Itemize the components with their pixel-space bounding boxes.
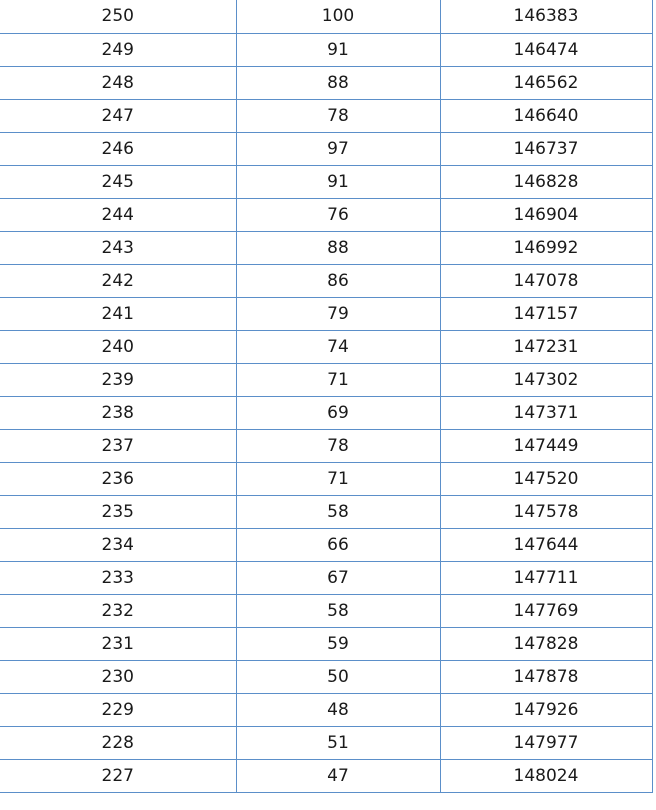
count-cell: 69 (236, 396, 440, 429)
count-cell: 78 (236, 429, 440, 462)
count-cell: 51 (236, 726, 440, 759)
cumulative-count-cell: 147644 (440, 528, 652, 561)
table-row (0, 198, 652, 231)
table-row (0, 726, 652, 759)
table-row (0, 66, 652, 99)
table-row (0, 363, 652, 396)
count-cell: 71 (236, 462, 440, 495)
count-cell: 47 (236, 759, 440, 792)
count-cell: 78 (236, 99, 440, 132)
count-cell: 91 (236, 165, 440, 198)
score-cell: 242 (0, 264, 236, 297)
cumulative-count-cell: 147926 (440, 693, 652, 726)
cumulative-count-cell: 147977 (440, 726, 652, 759)
table-row (0, 231, 652, 264)
score-cell: 247 (0, 99, 236, 132)
cumulative-count-cell: 147828 (440, 627, 652, 660)
score-cell: 244 (0, 198, 236, 231)
cumulative-count-cell: 147371 (440, 396, 652, 429)
score-cell: 240 (0, 330, 236, 363)
table-row (0, 627, 652, 660)
cumulative-count-cell: 147157 (440, 297, 652, 330)
count-cell: 48 (236, 693, 440, 726)
cumulative-count-cell: 146474 (440, 33, 652, 66)
table-row (0, 495, 652, 528)
count-cell: 50 (236, 660, 440, 693)
score-cell: 232 (0, 594, 236, 627)
score-cell: 235 (0, 495, 236, 528)
score-cell: 236 (0, 462, 236, 495)
count-cell: 86 (236, 264, 440, 297)
score-cell: 238 (0, 396, 236, 429)
score-cell: 233 (0, 561, 236, 594)
table-row (0, 396, 652, 429)
count-cell: 76 (236, 198, 440, 231)
cumulative-count-cell: 147578 (440, 495, 652, 528)
count-cell: 66 (236, 528, 440, 561)
cumulative-count-cell: 147231 (440, 330, 652, 363)
cumulative-count-cell: 146737 (440, 132, 652, 165)
count-cell: 59 (236, 627, 440, 660)
score-cell: 245 (0, 165, 236, 198)
count-cell: 88 (236, 231, 440, 264)
table-row (0, 594, 652, 627)
score-cell: 241 (0, 297, 236, 330)
table-row (0, 693, 652, 726)
table-row (0, 132, 652, 165)
score-cell: 243 (0, 231, 236, 264)
score-cell: 230 (0, 660, 236, 693)
count-cell: 100 (236, 0, 440, 33)
cumulative-count-cell: 147711 (440, 561, 652, 594)
cumulative-count-cell: 146992 (440, 231, 652, 264)
count-cell: 58 (236, 594, 440, 627)
score-cell: 248 (0, 66, 236, 99)
cumulative-count-cell: 147449 (440, 429, 652, 462)
score-cell: 227 (0, 759, 236, 792)
table-row (0, 33, 652, 66)
table-row (0, 429, 652, 462)
cumulative-count-cell: 146383 (440, 0, 652, 33)
table-row (0, 759, 652, 792)
cumulative-count-cell: 146828 (440, 165, 652, 198)
count-cell: 97 (236, 132, 440, 165)
count-cell: 74 (236, 330, 440, 363)
cumulative-count-cell: 147769 (440, 594, 652, 627)
count-cell: 88 (236, 66, 440, 99)
table-row (0, 660, 652, 693)
count-cell: 67 (236, 561, 440, 594)
score-cell: 234 (0, 528, 236, 561)
cumulative-count-cell: 147078 (440, 264, 652, 297)
table-row (0, 528, 652, 561)
count-cell: 91 (236, 33, 440, 66)
cumulative-count-cell: 147520 (440, 462, 652, 495)
table-row (0, 561, 652, 594)
score-cell: 228 (0, 726, 236, 759)
score-cell: 237 (0, 429, 236, 462)
table-row (0, 0, 652, 33)
count-cell: 58 (236, 495, 440, 528)
table-row (0, 165, 652, 198)
score-cell: 250 (0, 0, 236, 33)
table-row (0, 99, 652, 132)
cumulative-count-cell: 147302 (440, 363, 652, 396)
score-cell: 249 (0, 33, 236, 66)
score-cell: 239 (0, 363, 236, 396)
table-row (0, 462, 652, 495)
score-cell: 231 (0, 627, 236, 660)
table-row (0, 330, 652, 363)
cumulative-count-cell: 148024 (440, 759, 652, 792)
count-cell: 79 (236, 297, 440, 330)
cumulative-count-cell: 146640 (440, 99, 652, 132)
cumulative-count-cell: 146904 (440, 198, 652, 231)
score-cell: 246 (0, 132, 236, 165)
cumulative-count-cell: 146562 (440, 66, 652, 99)
cumulative-count-cell: 147878 (440, 660, 652, 693)
table-row (0, 264, 652, 297)
table-row (0, 297, 652, 330)
score-cell: 229 (0, 693, 236, 726)
count-cell: 71 (236, 363, 440, 396)
